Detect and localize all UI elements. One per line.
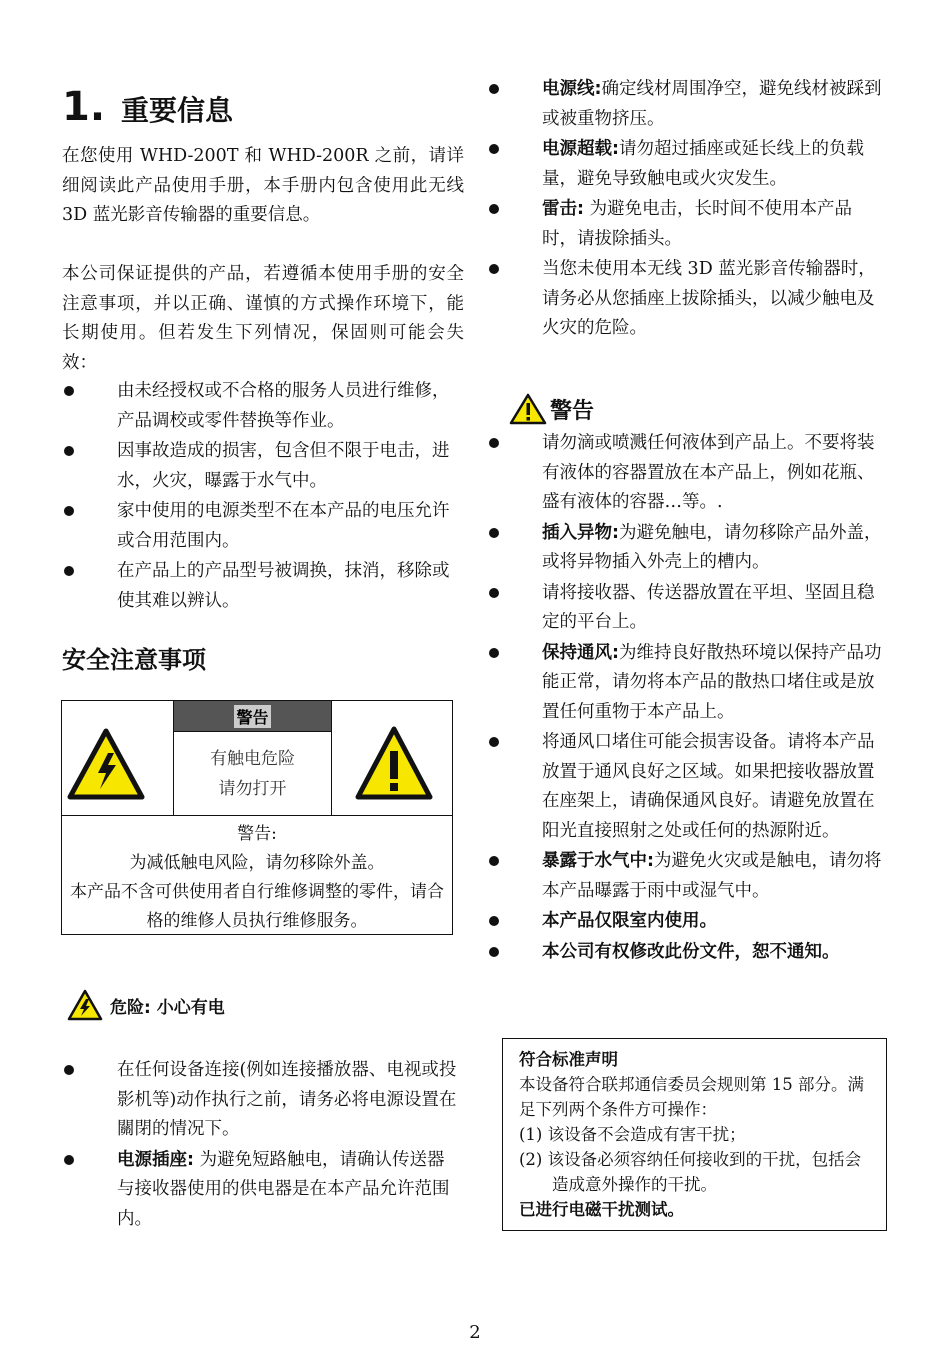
warning-list [487,429,887,968]
section-heading [62,84,233,130]
section-number: 1. [62,84,106,130]
bullet-icon [64,566,74,576]
section-title: 重要信息 [121,94,234,127]
list-item: 插入异物:为避免触电，请勿移除产品外盖，或将异物插入外壳上的槽内。 [487,519,887,578]
bullet-icon [489,528,499,538]
page-number: 2 [469,1322,481,1343]
table-cell-right [332,701,452,815]
bullet-icon [489,648,499,658]
compliance-box [502,1038,887,1231]
bullet-icon [489,84,499,94]
bullet-icon [489,144,499,154]
list-item: 请将接收器、传送器放置在平坦、坚固且稳定的平台上。 [487,579,887,638]
hazard-text: 有触电危险 [210,749,295,769]
list-item: 家中使用的电源类型不在本产品的电压允许或合用范围内。 [62,497,462,556]
table-cell-middle [174,701,332,815]
bullet-icon [489,916,499,926]
bullet-icon [64,1065,74,1075]
table-cell-left [62,701,174,815]
list-item: 本产品仅限室内使用。 [487,907,887,937]
bullet-icon [64,506,74,516]
list-item: 当您未使用本无线 3D 蓝光影音传输器时，请务必从您插座上拔除插头，以减少触电及火灾的危险。 [487,255,887,344]
list-item: 请勿滴或喷溅任何液体到产品上。不要将装有液体的容器置放在本产品上，例如花瓶、盛有液体的容器…等。. [487,429,887,518]
list-item: 暴露于水气中:为避免火灾或是触电，请勿将本产品曝露于雨中或湿气中。 [487,847,887,906]
danger-list [62,1056,462,1235]
do-not-open-text: 请勿打开 [218,779,287,799]
bullet-icon [489,588,499,598]
list-item: 由未经授权或不合格的服务人员进行维修，产品调校或零件替换等作业。 [62,377,462,436]
list-item: 电源插座: 为避免短路触电，请确认传送器与接收器使用的供电器是在本产品允许范围内。 [62,1146,462,1235]
list-item: 因事故造成的损害，包含但不限于电击，进水，火灾，曝露于水气中。 [62,437,462,496]
compliance-condition-1: (1) 该设备不会造成有害干扰； [519,1125,746,1144]
list-item: 雷击: 为避免电击，长时间不使用本产品时，请拔除插头。 [487,195,887,254]
danger-label: 危险: 小心有电 [66,988,225,1022]
table-cell-bottom: 警告: 为减低触电风险，请勿移除外盖。 本产品不含可供使用者自行维修调整的零件，请合格的维修人员执行维修服务。 [62,815,452,934]
list-item: 本公司有权修改此份文件，恕不通知。 [487,938,887,968]
intro-paragraph: 在您使用 WHD-200T 和 WHD-200R 之前，请详细阅读此产品使用手册，本手册内包含使用此无线 3D 蓝光影音传输器的重要信息。 [62,146,464,225]
exclamation-warning-icon [508,392,548,426]
exclamation-warning-icon [332,701,452,815]
warranty-list [62,377,462,617]
bullet-icon [489,438,499,448]
warning-table [61,700,453,935]
bullet-icon [64,386,74,396]
compliance-condition-2: (2) 该设备必须容纳任何接收到的干扰，包括会造成意外操作的干扰。 [519,1150,862,1194]
warning-label: 警告 [508,392,594,426]
compliance-text: 本设备符合联邦通信委员会规则第 15 部分。满足下列两个条件方可操作： [519,1075,864,1119]
list-item: 在产品上的产品型号被调换，抹消，移除或使其难以辨认。 [62,557,462,616]
bullet-icon [489,856,499,866]
bullet-icon [489,204,499,214]
power-safety-list [487,75,887,345]
list-item: 电源线:确定线材周围净空，避免线材被踩到或被重物挤压。 [487,75,887,134]
table-header: 警告 [174,701,331,732]
list-item: 电源超载:请勿超过插座或延长线上的负载量，避免导致触电或火灾发生。 [487,135,887,194]
electric-shock-warning-icon [62,701,174,815]
list-item: 保持通风:为维持良好散热环境以保持产品功能正常，请勿将本产品的散热口堵住或是放置任何重物于本产品上。 [487,639,887,728]
bullet-icon [489,947,499,957]
compliance-footer: 已进行电磁干扰测试。 [519,1200,684,1219]
bullet-icon [64,446,74,456]
list-item: 将通风口堵住可能会损害设备。请将本产品放置于通风良好之区域。如果把接收器放置在座架上，请确保通风良好。请避免放置在阳光直接照射之处或任何的热源附近。 [487,728,887,846]
compliance-title: 符合标准声明 [519,1050,618,1069]
electric-hazard-icon [66,988,104,1022]
bullet-icon [489,264,499,274]
list-item: 在任何设备连接(例如连接播放器、电视或投影机等)动作执行之前，请务必将电源设置在關閉的情况下。 [62,1056,462,1145]
bullet-icon [64,1155,74,1165]
bullet-icon [489,737,499,747]
warranty-paragraph: 本公司保证提供的产品，若遵循本使用手册的安全注意事项，并以正确、谨慎的方式操作环境下，能长期使用。但若发生下列情况，保固则可能会失效： [62,264,464,373]
safety-heading: 安全注意事项 [62,646,206,674]
